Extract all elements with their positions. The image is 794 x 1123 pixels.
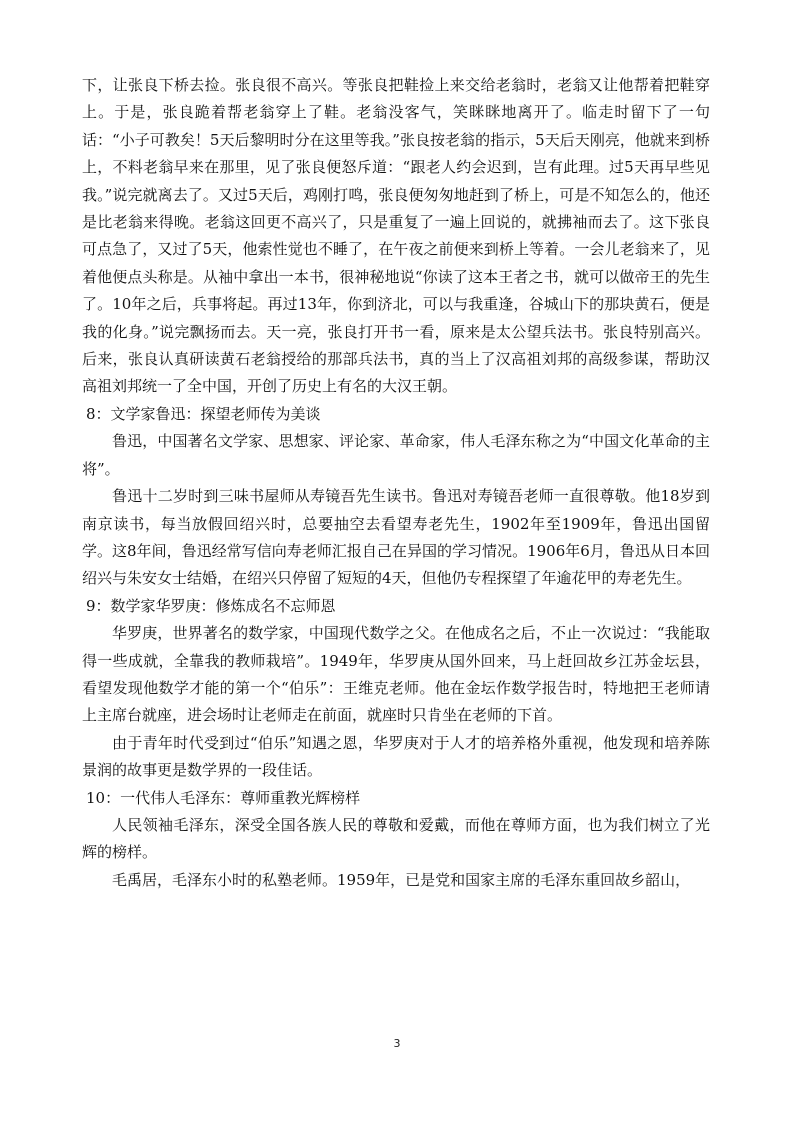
paragraph: 鲁迅十二岁时到三味书屋师从寿镜吾先生读书。鲁迅对寿镜吾老师一直很尊敬。他18岁到南京读书，每当放假回绍兴时，总要抽空去看望寿老先生，1902年至1909年，鲁迅出国留学。这8年间，鲁迅经常写信向寿老师汇报自己在异国的学习情况。1906年6月，鲁迅从日本回绍兴与朱安女士结婚，在绍兴只停留了短短的4天，但他仍专程探望了年逾花甲的寿老先生。 (82, 487, 710, 588)
paragraph: 鲁迅，中国著名文学家、思想家、评论家、革命家，伟人毛泽东称之为“中国文化革命的主将”。 (82, 432, 710, 478)
paragraph: 由于青年时代受到过“伯乐”知遇之恩，华罗庚对于人才的培养格外重视，他发现和培养陈景润的故事更是数学界的一段佳话。 (82, 733, 710, 780)
paragraph: 毛禹居，毛泽东小时的私塾老师。1959年，已是党和国家主席的毛泽东重回故乡韶山， (112, 870, 691, 889)
section-heading: 8：文学家鲁迅：探望老师传为美谈 (86, 404, 321, 423)
page-number: 3 (393, 1037, 401, 1050)
section-heading: 9：数学家华罗庚：修炼成名不忘师恩 (86, 596, 336, 615)
paragraph: 人民领袖毛泽东，深受全国各族人民的尊敬和爱戴，而他在尊师方面，也为我们树立了光辉的榜样。 (82, 815, 710, 862)
section-heading: 10：一代伟人毛泽东：尊师重教光辉榜样 (86, 788, 361, 807)
paragraph: 华罗庚，世界著名的数学家，中国现代数学之父。在他成名之后，不止一次说过：“我能取得一些成就，全靠我的教师栽培”。1949年，华罗庚从国外回来，马上赶回故乡江苏金坛县，看望发现他数学才能的第一个“伯乐”：王维克老师。他在金坛作数学报告时，特地把王老师请上主席台就座，进会场时让老师走在前面，就座时只肯坐在老师的下首。 (82, 624, 710, 725)
paragraph: 下，让张良下桥去捡。张良很不高兴。等张良把鞋捡上来交给老翁时，老翁又让他帮着把鞋穿上。于是，张良跪着帮老翁穿上了鞋。老翁没客气，笑眯眯地离开了。临走时留下了一句话：“小子可教矣！5天后黎明时分在这里等我。”张良按老翁的指示，5天后天刚亮，他就来到桥上，不料老翁早来在那里，见了张良便怒斥道：“跟老人约会迟到，岂有此理。过5天再早些见我。”说完就离去了。又过5天后，鸡刚打鸣，张良便匆匆地赶到了桥上，可是不知怎么的，他还是比老翁来得晚。老翁这回更不高兴了，只是重复了一遍上回说的，就拂袖而去了。这下张良可点急了，又过了5天，他索性觉也不睡了，在午夜之前便来到桥上等着。一会儿老翁来了，见着他便点头称是。从袖中拿出一本书，很神秘地说“你读了这本王者之书，就可以做帝王的先生了。10年之后，兵事将起。再过13年，你到济北，可以与我重逢，谷城山下的那块黄石，便是我的化身。”说完飘扬而去。天一亮，张良打开书一看，原来是太公望兵法书。张良特别高兴。后来，张良认真研读黄石老翁授给的那部兵法书，真的当上了汉高祖刘邦的高级参谋，帮助汉高祖刘邦统一了全中国，开创了历史上有名的大汉王朝。 (82, 76, 710, 396)
document-body (82, 72, 710, 894)
